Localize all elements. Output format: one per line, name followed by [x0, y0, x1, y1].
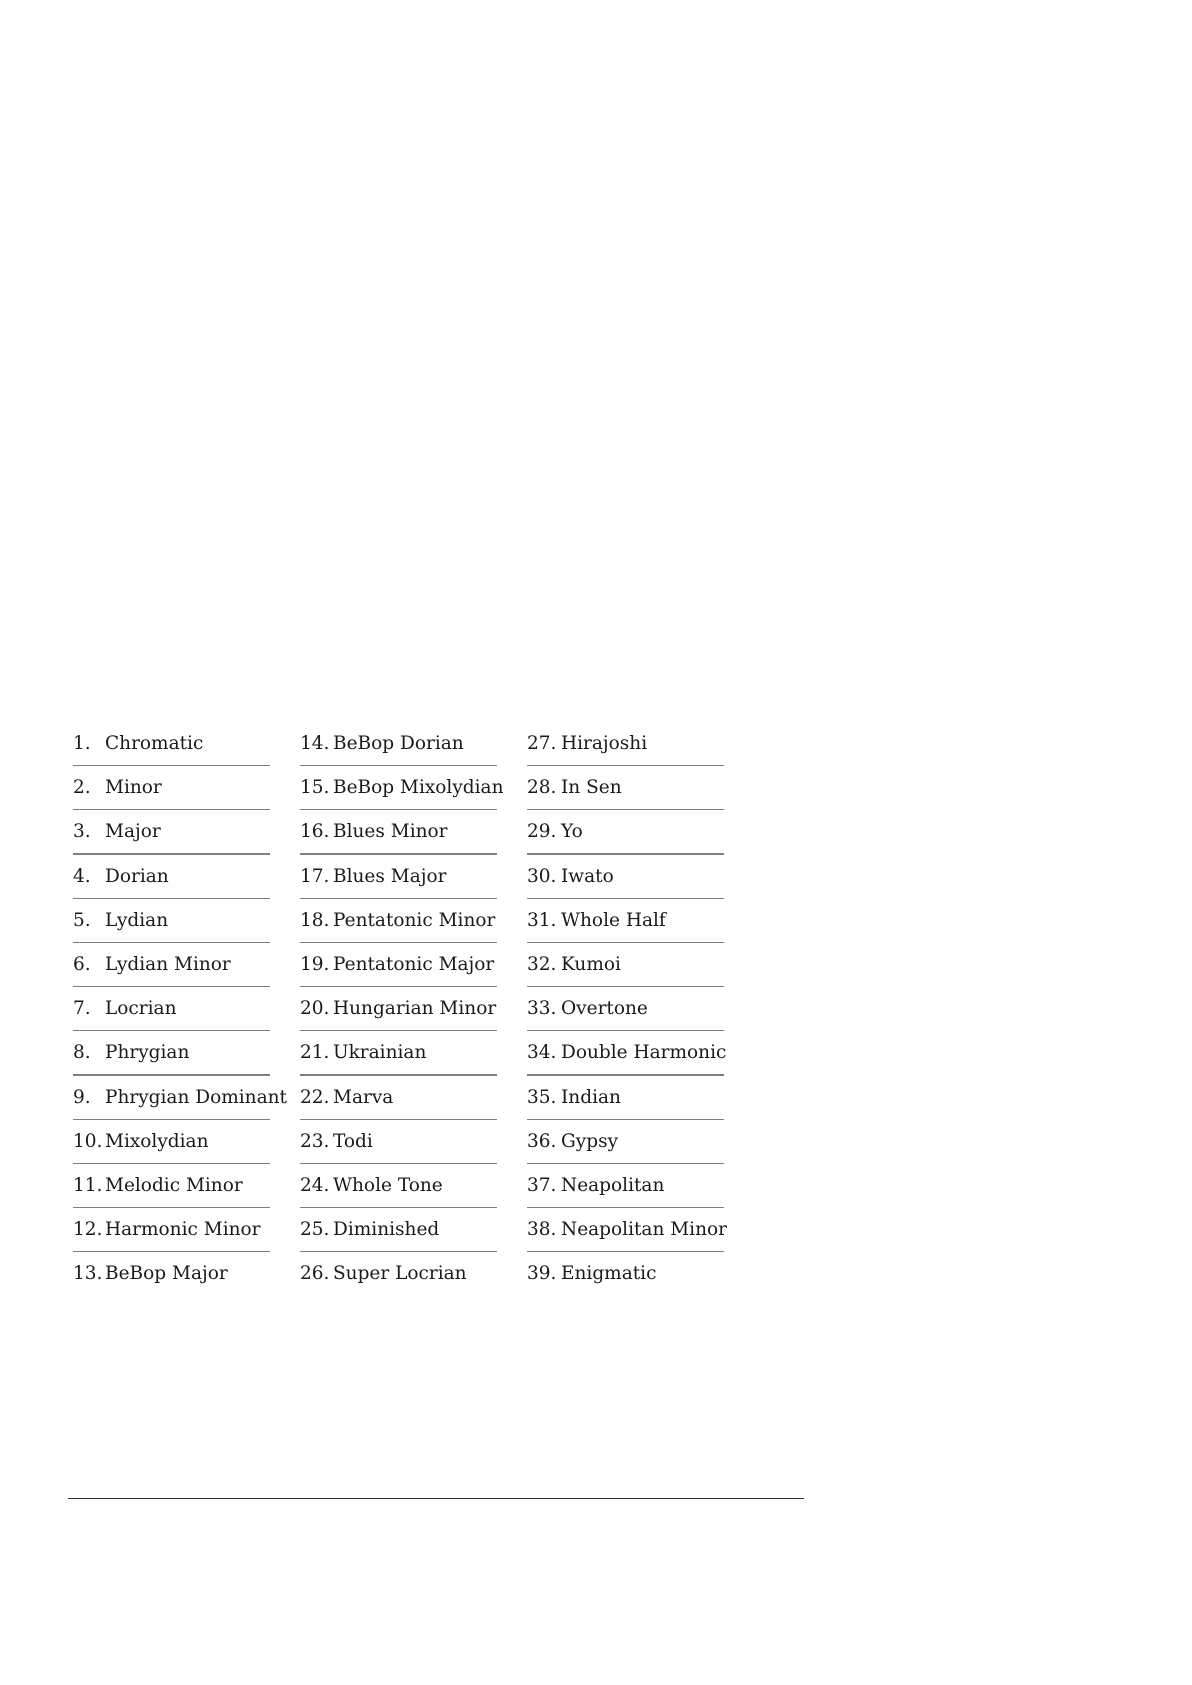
scale-number: 33.: [527, 998, 557, 1020]
scale-list-item: [300, 766, 504, 810]
scale-number: 30.: [527, 865, 557, 887]
scale-name: Neapolitan: [561, 1174, 665, 1196]
scale-list-item: [300, 943, 497, 987]
scale-name: Hirajoshi: [561, 733, 648, 754]
scale-name: Major: [105, 821, 161, 843]
scale-number: 25.: [300, 1219, 330, 1241]
scale-list-item: [527, 810, 724, 854]
scale-list-item: [300, 722, 497, 766]
scale-number: 20.: [300, 998, 330, 1020]
scale-number: 17.: [300, 865, 330, 887]
scale-name: Indian: [561, 1086, 621, 1108]
scale-number: 11.: [73, 1174, 103, 1196]
scale-number: 3.: [73, 821, 91, 843]
scale-list-item: [300, 810, 497, 854]
scale-name: Minor: [105, 777, 162, 799]
scale-list-item: [527, 855, 724, 899]
scale-list-item: [73, 722, 270, 766]
scale-list-item: [527, 1208, 727, 1252]
scale-number: 35.: [527, 1086, 557, 1108]
scale-number: 32.: [527, 953, 557, 975]
scale-name: Blues Minor: [333, 821, 448, 843]
scale-name: Super Locrian: [333, 1263, 467, 1285]
scale-name: Harmonic Minor: [105, 1219, 261, 1241]
scale-number: 15.: [300, 777, 330, 799]
scale-list-item: [300, 899, 497, 943]
scale-name: Overtone: [561, 998, 648, 1020]
scale-list-item: [300, 1164, 497, 1208]
scale-number: 22.: [300, 1086, 330, 1108]
scale-name: Pentatonic Major: [333, 953, 495, 975]
scale-column-1: [73, 722, 287, 1296]
scale-number: 16.: [300, 821, 330, 843]
scale-list-item: [527, 987, 724, 1031]
scale-list-item: [527, 766, 724, 810]
scale-name: Hungarian Minor: [333, 998, 497, 1020]
scale-list-item: [527, 1252, 724, 1296]
scale-number: 12.: [73, 1219, 103, 1241]
scale-number: 23.: [300, 1130, 330, 1152]
scale-list-item: [527, 1031, 727, 1075]
scale-name: Melodic Minor: [105, 1174, 243, 1196]
scale-number: 29.: [527, 821, 557, 843]
scale-list-item: [73, 766, 270, 810]
scale-name: Lydian Minor: [105, 953, 231, 975]
scale-list-item: [300, 1252, 497, 1296]
scale-list-item: [73, 987, 270, 1031]
scale-number: 1.: [73, 733, 91, 754]
scale-name: Locrian: [105, 998, 177, 1020]
scale-number: 28.: [527, 777, 557, 799]
scale-number: 2.: [73, 777, 91, 799]
scale-list-item: [73, 943, 270, 987]
scale-number: 10.: [73, 1130, 103, 1152]
scale-name: Neapolitan Minor: [561, 1219, 727, 1241]
scale-list-item: [73, 1208, 270, 1252]
scale-number: 26.: [300, 1263, 330, 1285]
scale-list-item: [527, 899, 724, 943]
scale-list-item: [73, 1120, 270, 1164]
scale-number: 27.: [527, 733, 557, 754]
scale-list-item: [73, 855, 270, 899]
scale-name: Diminished: [333, 1219, 440, 1241]
scale-list-item: [73, 1164, 270, 1208]
scale-name: Iwato: [561, 865, 614, 887]
scale-name: Double Harmonic: [561, 1042, 727, 1064]
scale-name: Mixolydian: [105, 1130, 209, 1152]
scale-name: Kumoi: [561, 953, 621, 975]
scale-name: Marva: [333, 1086, 394, 1108]
scale-name: BeBop Dorian: [333, 733, 464, 754]
scale-list-item: [73, 1031, 270, 1075]
scale-number: 8.: [73, 1042, 91, 1064]
scale-name: BeBop Mixolydian: [333, 777, 504, 799]
scale-list-item: [300, 1031, 497, 1075]
scale-name: Chromatic: [105, 733, 204, 754]
scale-number: 31.: [527, 909, 557, 931]
scale-number: 36.: [527, 1130, 557, 1152]
scale-name: In Sen: [561, 777, 622, 799]
scale-name: Dorian: [105, 865, 169, 887]
scale-list-item: [527, 943, 724, 987]
scale-name: Blues Major: [333, 865, 447, 887]
scale-name: BeBop Major: [105, 1263, 228, 1285]
scale-list-item: [527, 1120, 724, 1164]
scale-list-item: [300, 855, 497, 899]
scale-list-item: [527, 1164, 724, 1208]
scale-number: 9.: [73, 1086, 91, 1108]
scale-number: 13.: [73, 1263, 103, 1285]
scale-number: 5.: [73, 909, 91, 931]
scale-list-item: [73, 810, 270, 854]
footnote-divider: [68, 1498, 804, 1499]
scale-name: Enigmatic: [561, 1263, 657, 1285]
scale-name: Yo: [561, 821, 583, 843]
scale-list-item: [300, 987, 497, 1031]
scale-list-table: [73, 722, 727, 1300]
scale-name: Pentatonic Minor: [333, 909, 496, 931]
scale-name: Whole Half: [561, 909, 666, 931]
scale-name: Gypsy: [561, 1130, 619, 1152]
scale-number: 39.: [527, 1263, 557, 1285]
scale-name: Ukrainian: [333, 1042, 427, 1064]
scale-number: 4.: [73, 865, 91, 887]
scale-list-item: [527, 1076, 724, 1120]
scale-name: Phrygian Dominant: [105, 1086, 287, 1108]
scale-list-item: [300, 1208, 497, 1252]
scale-number: 19.: [300, 953, 330, 975]
scale-number: 18.: [300, 909, 330, 931]
scale-list-item: [300, 1076, 497, 1120]
scale-number: 6.: [73, 953, 91, 975]
scale-column-3: [527, 722, 727, 1296]
scale-number: 7.: [73, 998, 91, 1020]
scale-number: 38.: [527, 1219, 557, 1241]
scale-list-item: [300, 1120, 497, 1164]
scale-column-2: [300, 722, 504, 1296]
scale-number: 21.: [300, 1042, 330, 1064]
scale-number: 34.: [527, 1042, 557, 1064]
scale-name: Whole Tone: [333, 1174, 443, 1196]
scale-list-item: [73, 1252, 270, 1296]
scale-number: 37.: [527, 1174, 557, 1196]
scale-name: Todi: [333, 1130, 373, 1152]
scale-name: Lydian: [105, 909, 169, 931]
scale-list-item: [73, 1076, 287, 1120]
scale-list-item: [527, 722, 724, 766]
scale-number: 14.: [300, 733, 330, 754]
scale-name: Phrygian: [105, 1042, 190, 1064]
scale-list-item: [73, 899, 270, 943]
scale-number: 24.: [300, 1174, 330, 1196]
